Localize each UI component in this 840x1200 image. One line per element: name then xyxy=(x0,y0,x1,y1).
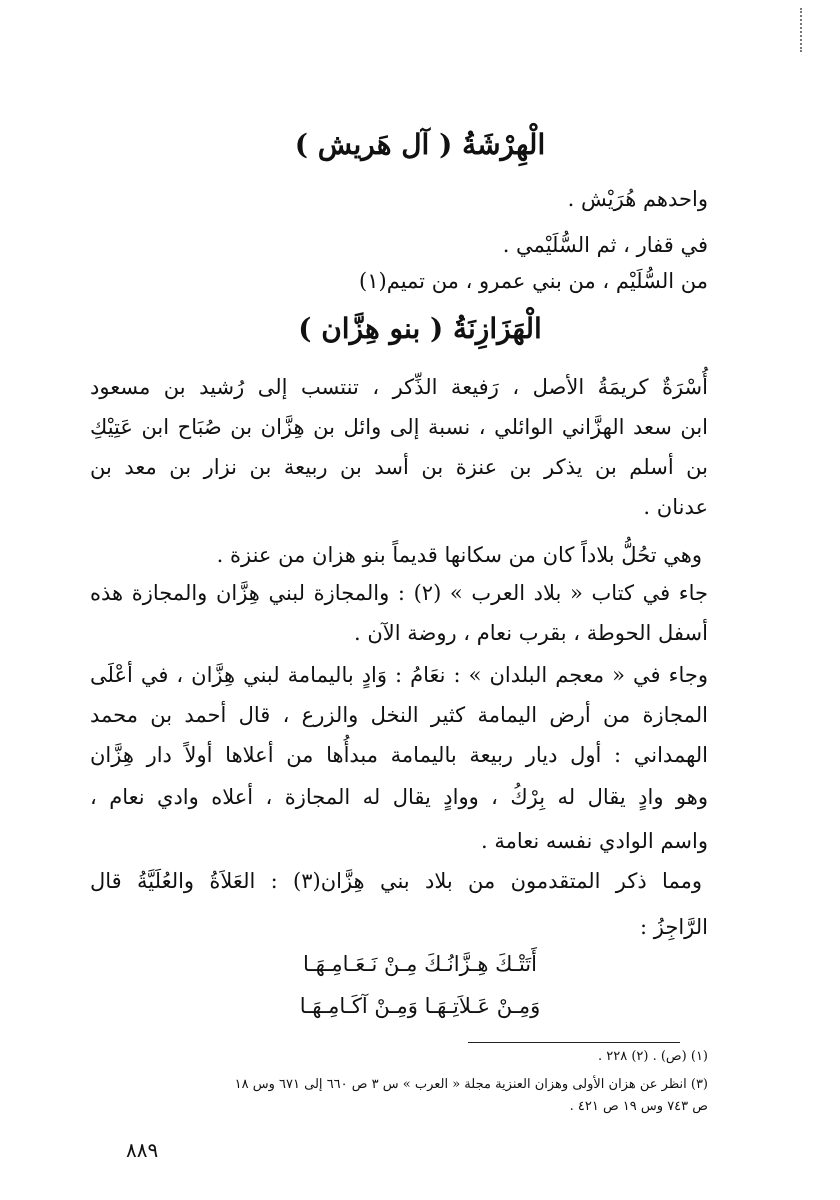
scan-edge-marks xyxy=(800,8,804,52)
paragraph-line: الرَّاجِزُ : xyxy=(640,915,708,939)
paragraph-line: جاء في كتاب « بلاد العرب » (٢) : والمجازة لبني هِزَّان والمجازة هذه xyxy=(90,581,708,605)
paragraph-line: بن أسلم بن يذكر بن عنزة بن أسد بن ربيعة بن نزار بن معد بن xyxy=(90,455,708,479)
paragraph-line: ابن سعد الهزَّاني الوائلي ، نسبة إلى وائل بن هِزَّان بن صُبَاح ابن عَتِيْكِ xyxy=(90,415,708,439)
paragraph-line: وجاء في « معجم البلدان » : نعَامُ : وَادٍ باليمامة لبني هِزَّان ، في أعْلَى xyxy=(90,663,708,687)
paragraph-line: الهمداني : أول ديار ربيعة باليمامة مبدأُها من أعلاها أولاً دار هِزَّان xyxy=(90,743,708,767)
footnote: ص ٧٤٣ وس ١٩ ص ٤٢١ . xyxy=(569,1099,708,1114)
page-number: ٨٨٩ xyxy=(126,1138,159,1162)
footnote-separator xyxy=(468,1042,680,1043)
text-line: في قفار ، ثم السُّلَيْمي . xyxy=(502,233,708,257)
paragraph-line: ومما ذكر المتقدمون من بلاد بني هِزَّان(٣) : العَلاَةُ والعُلَيَّةُ قال xyxy=(90,869,702,893)
paragraph-line: أُسْرَةٌ كريمَةُ الأصل ، رَفيعة الذِّكر ، تنتسب إلى رُشيد بن مسعود xyxy=(90,375,708,399)
paragraph-line: أسفل الحوطة ، بقرب نعام ، روضة الآن . xyxy=(353,621,708,645)
section-heading-hirsha: الْهِرْشَةُ ( آل هَريش ) xyxy=(294,128,546,161)
text-line: واحدهم هُرَيْش . xyxy=(567,187,708,211)
paragraph-line: عدنان . xyxy=(643,495,708,519)
text-line: من السُّلَيْم ، من بني عمرو ، من تميم(١) xyxy=(359,269,708,293)
paragraph-line: وهو وادٍ يقال له بِرْكُ ، ووادٍ يقال له المجازة ، أعلاه وادي نعام ، xyxy=(90,785,708,809)
poem-verse: أَتَتْـكَ هِـزَّانُـكَ مِـنْ نَـعَـامِـهَـا xyxy=(303,952,537,976)
footnote: (٣) انظر عن هزان الأولى وهزان العنزية مجلة « العرب » س ٣ ص ٦٦٠ إلى ٦٧١ وس ١٨ xyxy=(234,1077,708,1092)
paragraph-line: وهي تحُلُّ بلاداً كان من سكانها قديماً بنو هزان من عنزة . xyxy=(216,543,702,567)
footnote: (١) (ص) . (٢) ٢٢٨ . xyxy=(597,1049,708,1064)
poem-verse: وَمِـنْ عَـلاَتِـهَـا وَمِـنْ آكَـامِـهَـا xyxy=(299,994,541,1018)
section-heading-hazazina: الْهَزَازِنَةُ ( بنو هِزَّان ) xyxy=(298,312,542,345)
paragraph-line: واسم الوادي نفسه نعامة . xyxy=(481,829,708,853)
paragraph-line: المجازة من أرض اليمامة كثير النخل والزرع ، قال أحمد بن محمد xyxy=(90,703,708,727)
